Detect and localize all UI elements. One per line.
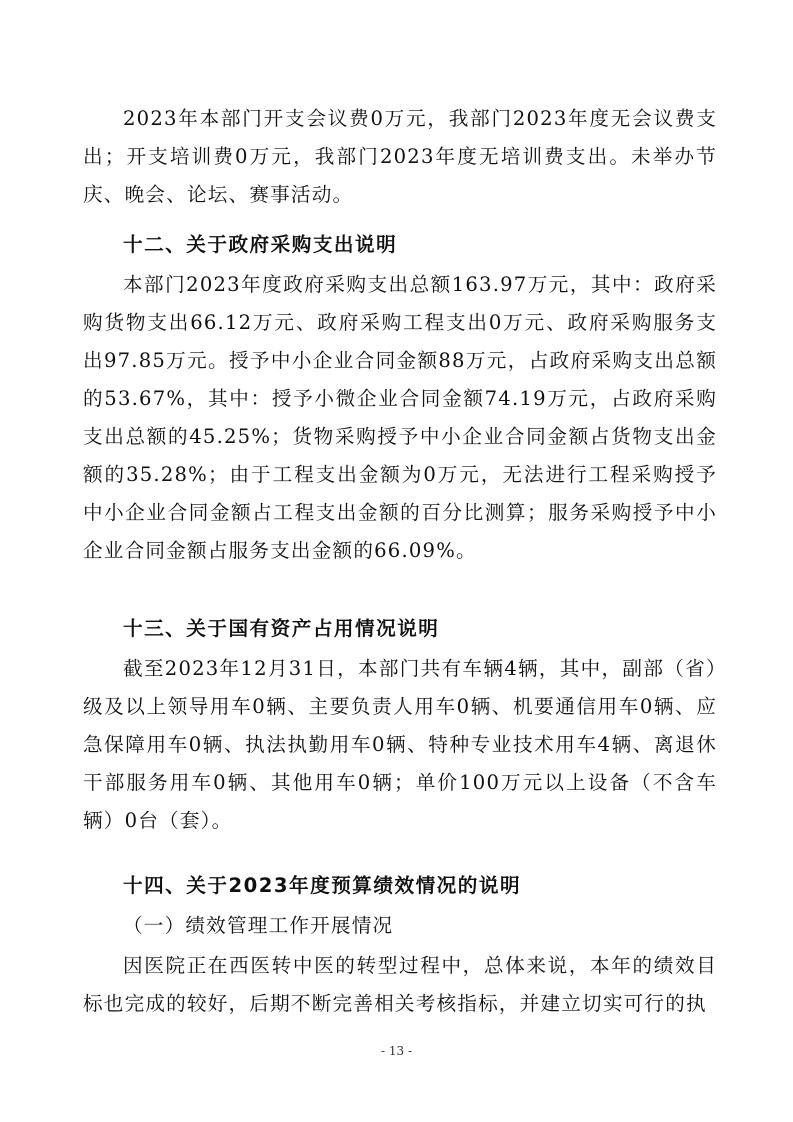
section-heading-12: 十二、关于政府采购支出说明 bbox=[123, 233, 398, 256]
paragraph-meeting-training-expenses: 2023年本部门开支会议费0万元，我部门2023年度无会议费支出；开支培训费0万元，我部门2023年度无培训费支出。未举办节庆、晚会、论坛、赛事活动。 bbox=[83, 107, 717, 206]
page-number: - 13 - bbox=[380, 1044, 412, 1058]
paragraph-state-assets: 截至2023年12月31日，本部门共有车辆4辆，其中，副部（省）级及以上领导用车0辆、主要负责人用车0辆、机要通信用车0辆、应急保障用车0辆、执法执勤用车0辆、特种专业技术用车4辆、离退休干部服务用车0辆、其他用车0辆；单价100万元以上设备（不含车辆）0台（套）。 bbox=[83, 657, 717, 832]
subheading-performance-management: （一）绩效管理工作开展情况 bbox=[123, 914, 394, 937]
section-heading-13: 十三、关于国有资产占用情况说明 bbox=[123, 617, 440, 640]
paragraph-performance-description: 因医院正在西医转中医的转型过程中，总体来说，本年的绩效目标也完成的较好，后期不断完善相关考核指标，并建立切实可行的执 bbox=[83, 954, 717, 1015]
section-heading-14: 十四、关于2023年度预算绩效情况的说明 bbox=[123, 874, 522, 897]
paragraph-government-procurement: 本部门2023年度政府采购支出总额163.97万元，其中：政府采购货物支出66.12万元、政府采购工程支出0万元、政府采购服务支出97.85万元。授予中小企业合同金额88万元，占政府采购支出总额的53.67%，其中：授予小微企业合同金额74.19万元，占政府采购支出总额的45.25%；货物采购授予中小企业合同金额占货物支出金额的35.28%；由于工程支出金额为0万元，无法进行工程采购授予中小企业合同金额占工程支出金额的百分比测算；服务采购授予中小企业合同金额占服务支出金额的66.09%。 bbox=[83, 273, 717, 562]
